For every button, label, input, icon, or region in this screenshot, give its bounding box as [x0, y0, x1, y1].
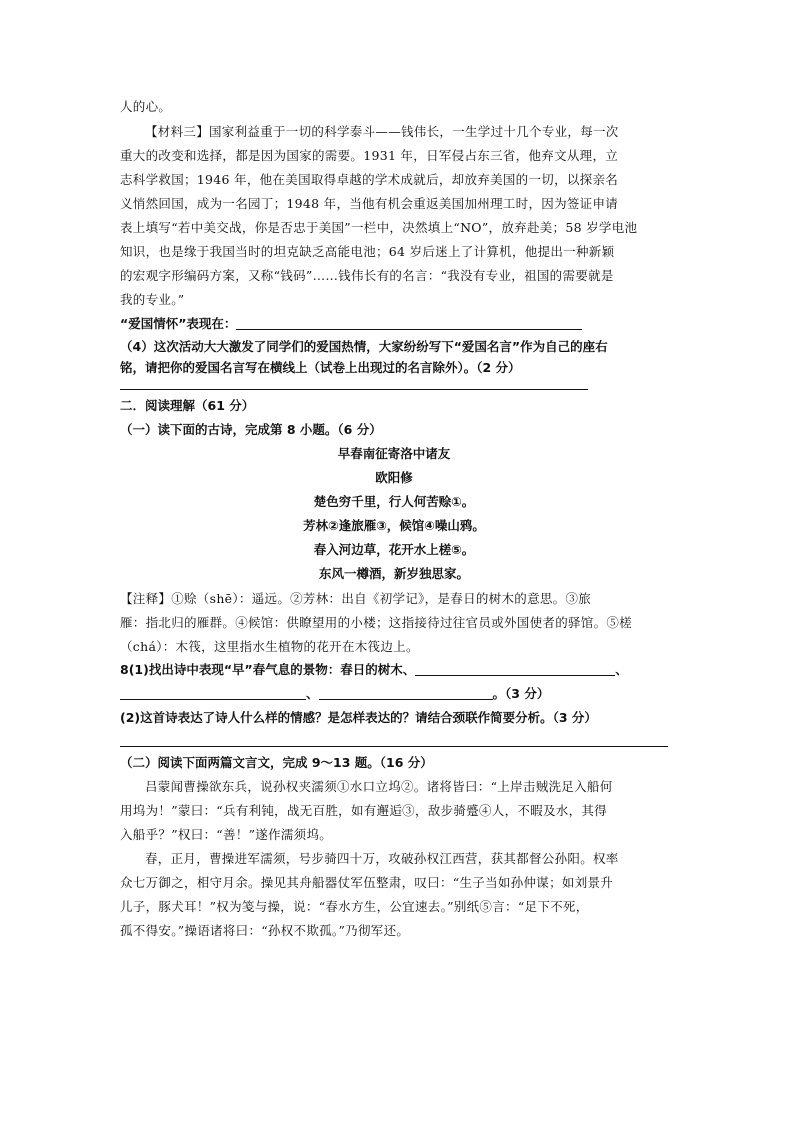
classical-text-line: 春，正月，曹操进军濡须，号步骑四十万，攻破孙权江西营，获其都督公孙阳。权率 — [145, 851, 619, 866]
poem-title: 早春南征寄洛中诸友 — [337, 446, 451, 461]
material3-line: 表上填写“若中美交战，你是否忠于美国”一栏中，决然填上“NO”，放弃赴美；58 岁学电池 — [120, 220, 638, 235]
classical-text-line: 吕蒙闻曹操欲东兵，说孙权夹濡须①水口立坞②。诸将皆曰：“上岸击贼洗足入船何 — [145, 779, 613, 794]
section2-title: 二．阅读理解（61 分） — [120, 398, 255, 413]
poem-line: 东风一樽酒，新岁独思家。 — [318, 566, 469, 581]
q8-1-line1 — [120, 659, 628, 681]
q8-2-text: (2)这首诗表达了诗人什么样的情感？是怎样表达的？请结合颈联作简要分析。（3 分） — [120, 710, 597, 725]
material3-line: 义悄然回国，成为一名园丁；1948 年，当他有机会重返美国加州理工时，因为签证申请 — [120, 196, 619, 211]
material-end-text: 人的心。 — [120, 99, 172, 114]
material3-line: 重大的改变和选择，都是因为国家的需要。1931 年，日军侵占东三省，他弃文从理，立 — [120, 148, 619, 163]
classical-text-line: 儿子，豚犬耳！”权为笺与操，说：“春水方生，公宜速去。”别纸⑤言：“足下不死， — [120, 899, 589, 914]
part1-title: （一）读下面的古诗，完成第 8 小题。（6 分） — [120, 422, 382, 437]
q8-1-score: 。（3 分） — [492, 686, 550, 701]
patriotism-answer-blank[interactable] — [236, 315, 582, 330]
poem-line: 楚色穷千里，行人何苦赊①。 — [313, 494, 475, 509]
poem-line: 春入河边草，花开水上槎⑤。 — [313, 542, 475, 557]
q8-2-answer-line[interactable] — [120, 746, 668, 747]
material3-line: 【材料三】国家利益重于一切的科学泰斗——钱伟长，一生学过十几个专业，每一次 — [145, 124, 619, 139]
part2-title: （二）阅读下面两篇文言文，完成 9～13 题。（16 分） — [120, 755, 433, 770]
q8-1-separator: 、 — [615, 662, 628, 677]
material3-line: 的宏观字形编码方案，又称“钱码”……钱伟长有的名言：“我没有专业，祖国的需要就是 — [120, 268, 614, 283]
q8-1-line2 — [120, 683, 549, 705]
q4-answer-line[interactable] — [120, 389, 588, 390]
q8-1-separator: 、 — [306, 686, 319, 701]
classical-text-line: 众七万御之，相守月余。操见其舟船器仗军伍整肃，叹曰：“生子当如孙仲谋；如刘景升 — [120, 875, 614, 890]
material3-line: 志科学救国；1946 年，他在美国取得卓越的学术成就后，却放弃美国的一切，以探亲名 — [120, 172, 619, 187]
notes-line: 雁：指北归的雁群。④候馆：供瞭望用的小楼；这指接待过往官员或外国使者的驿馆。⑤槎 — [120, 615, 633, 630]
material3-line: 我的专业。” — [120, 292, 185, 307]
classical-text-line: 孤不得安。”操语诸将曰：“孙权不欺孤。”乃彻军还。 — [120, 923, 410, 938]
q8-1-blank-3[interactable] — [319, 685, 493, 700]
classical-text-line: 用坞为！”蒙曰：“兵有利钝，战无百胜，如有邂逅③，敌步骑蹙④人，不暇及水，其得 — [120, 803, 607, 818]
patriotism-question-text: “爱国情怀”表现在： — [120, 316, 237, 331]
classical-text-line: 入船乎？”权曰：“善！”遂作濡须坞。 — [120, 827, 333, 842]
poem-line: 芳林②逢旅雁③，候馆④噪山鸦。 — [303, 518, 485, 533]
patriotism-question — [120, 313, 582, 335]
notes-line: （chá）：木筏，这里指水生植物的花开在木筏边上。 — [120, 639, 419, 654]
q4-line1: （4）这次活动大大激发了同学们的爱国热情，大家纷纷写下“爱国名言”作为自己的座右 — [120, 339, 608, 354]
q8-1-blank-1[interactable] — [415, 661, 615, 676]
material3-line: 知识，也是缘于我国当时的坦克缺乏高能电池；64 岁后迷上了计算机，他提出一种新颖 — [120, 244, 615, 259]
poem-author: 欧阳修 — [375, 470, 413, 485]
q8-1-blank-2[interactable] — [120, 685, 306, 700]
notes-line: 【注释】①赊（shē）：遥远。②芳林：出自《初学记》，是春日的树木的意思。③旅 — [120, 591, 592, 606]
q8-1-text: 8(1)找出诗中表现“早”春气息的景物：春日的树木、 — [120, 662, 416, 677]
q4-line2: 铭，请把你的爱国名言写在横线上（试卷上出现过的名言除外）。（2 分） — [120, 360, 521, 375]
